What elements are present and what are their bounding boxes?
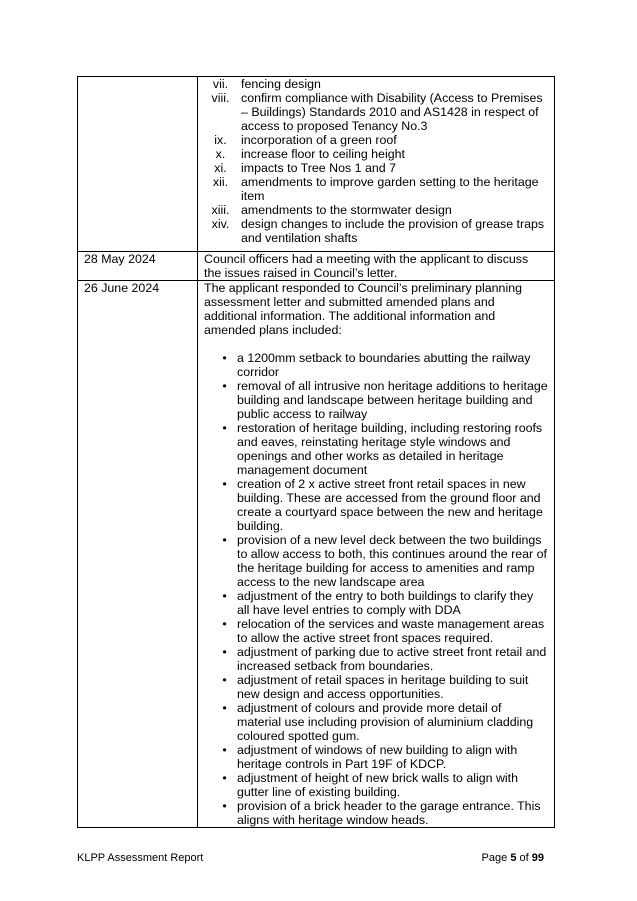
list-item: [204, 701, 548, 743]
item-number: xiii.: [211, 203, 230, 217]
item-text: adjustment of windows of new building to align with heritage controls in Part 19F of KDCP.: [237, 743, 518, 771]
list-item: [204, 175, 548, 203]
list-item: [204, 673, 548, 701]
item-text: design changes to include the provision of grease traps and ventilation shafts: [241, 217, 545, 245]
bullet-icon: •: [222, 673, 227, 687]
list-item: [204, 91, 548, 133]
current-page: 5: [510, 852, 517, 864]
page-word: Page: [481, 852, 508, 864]
item-number: xii.: [212, 175, 229, 189]
item-text: impacts to Tree Nos 1 and 7: [241, 161, 396, 175]
bullet-icon: •: [222, 351, 227, 365]
bullet-list: [204, 337, 548, 827]
list-item: [204, 421, 548, 477]
item-number: viii.: [211, 91, 230, 105]
bullet-icon: •: [222, 477, 227, 491]
total-pages: 99: [531, 852, 544, 864]
roman-list: [204, 77, 548, 251]
footer-page-number: [482, 852, 544, 864]
item-number: xiv.: [211, 217, 230, 231]
item-text: removal of all intrusive non heritage additions to heritage building and landscape between heritage building and public access to railway: [237, 379, 548, 421]
table-row: [78, 77, 555, 252]
item-text: amendments to the stormwater design: [241, 203, 452, 217]
list-item: [204, 533, 548, 589]
list-item: [204, 77, 548, 91]
item-text: a 1200mm setback to boundaries abutting the railway corridor: [237, 351, 531, 379]
description-cell: [198, 77, 555, 252]
item-number: xi.: [214, 161, 227, 175]
list-item: [204, 351, 548, 379]
of-word: of: [519, 852, 529, 864]
list-item: [204, 203, 548, 217]
list-item: [204, 771, 548, 799]
list-item: [204, 379, 548, 421]
list-item: [204, 743, 548, 771]
timeline-table: [77, 76, 555, 828]
item-number: vii.: [212, 77, 229, 91]
list-item: [204, 617, 548, 645]
item-text: adjustment of parking due to active street front retail and increased setback from boundaries.: [237, 645, 547, 673]
date-cell: 26 June 2024: [78, 281, 198, 828]
bullet-icon: •: [222, 379, 227, 393]
item-text: adjustment of colours and provide more detail of material use including provision of aluminium cladding coloured spotted gum.: [237, 701, 534, 743]
item-text: provision of a new level deck between the two buildings to allow access to both, this continues around the rear of the heritage building for access to amenities and ramp access to the new landscape area: [237, 533, 547, 589]
item-text: fencing design: [241, 77, 321, 91]
item-number: ix.: [214, 133, 227, 147]
list-item: [204, 133, 548, 147]
bullet-icon: •: [222, 645, 227, 659]
list-item: [204, 147, 548, 161]
item-text: incorporation of a green roof: [241, 133, 397, 147]
bullet-icon: •: [222, 701, 227, 715]
date-cell: 28 May 2024: [78, 252, 198, 281]
item-text: adjustment of height of new brick walls to align with gutter line of existing building.: [237, 771, 518, 799]
item-text: adjustment of retail spaces in heritage building to suit new design and access opportunities.: [237, 673, 529, 701]
item-number: x.: [215, 147, 226, 161]
bullet-icon: •: [222, 617, 227, 631]
list-item: [204, 589, 548, 617]
item-text: confirm compliance with Disability (Access to Premises – Buildings) Standards 2010 and AS1428 in respect of access to proposed Tenancy No.3: [241, 91, 543, 133]
list-item: [204, 799, 548, 827]
table-row: [78, 281, 555, 828]
description-cell: Council officers had a meeting with the applicant to discuss the issues raised in Council’s letter.: [198, 252, 555, 281]
description-cell: [198, 281, 555, 828]
list-item: [204, 477, 548, 533]
item-text: increase floor to ceiling height: [241, 147, 405, 161]
bullet-icon: •: [222, 533, 227, 547]
bullet-icon: •: [222, 421, 227, 435]
bullet-icon: •: [222, 589, 227, 603]
footer-report-title: KLPP Assessment Report: [77, 852, 204, 864]
bullet-icon: •: [222, 799, 227, 813]
item-text: provision of a brick header to the garage entrance. This aligns with heritage window heads.: [237, 799, 541, 827]
bullet-icon: •: [222, 743, 227, 757]
item-text: creation of 2 x active street front retail spaces in new building. These are accessed from the ground floor and create a courtyard space between the new and heritage building.: [237, 477, 543, 533]
list-item: [204, 217, 548, 245]
item-text: restoration of heritage building, including restoring roofs and eaves, reinstating heritage style windows and openings and other works as detailed in heritage management document: [237, 421, 543, 477]
item-text: amendments to improve garden setting to the heritage item: [241, 175, 539, 203]
bullet-icon: •: [222, 771, 227, 785]
item-text: relocation of the services and waste management areas to allow the active street front spaces required.: [237, 617, 545, 645]
list-item: [204, 161, 548, 175]
list-item: [204, 645, 548, 673]
item-text: adjustment of the entry to both buildings to clarify they all have level entries to comply with DDA: [237, 589, 534, 617]
date-cell: [78, 77, 198, 252]
table-row: [78, 252, 555, 281]
intro-paragraph: The applicant responded to Council’s preliminary planning assessment letter and submitted amended plans and additional information. The additional information and amended plans included:: [204, 281, 522, 337]
